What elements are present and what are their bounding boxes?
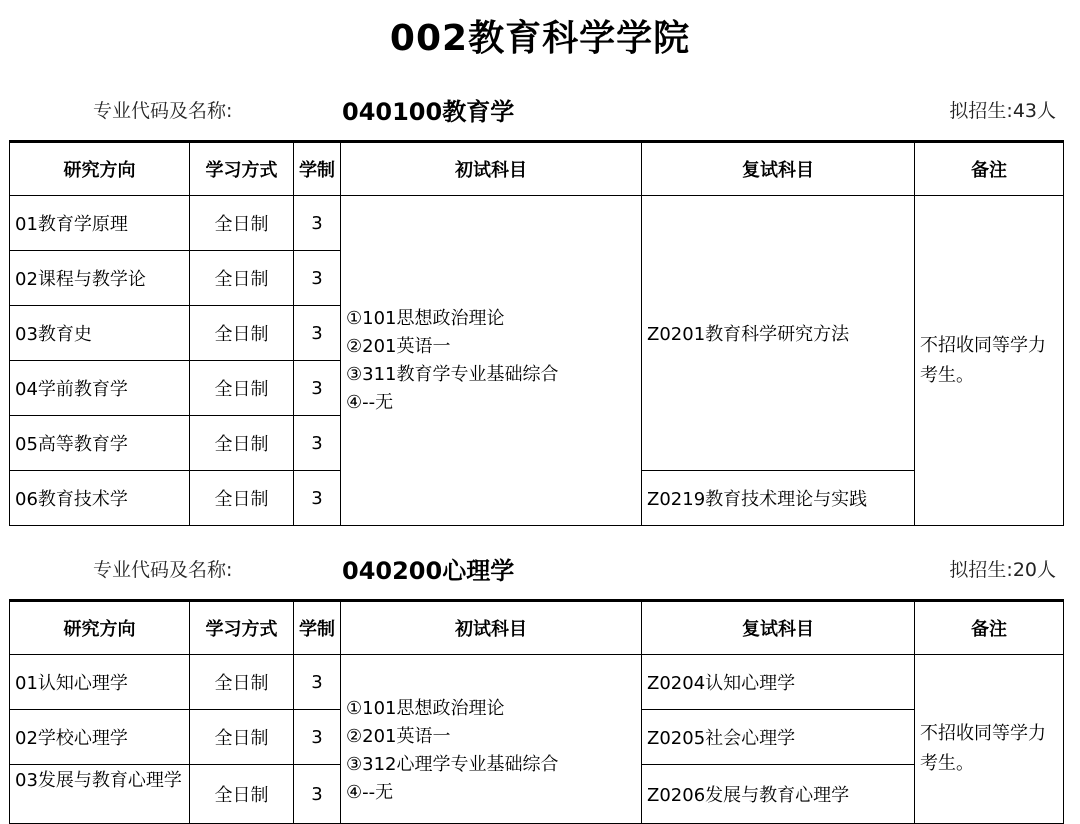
major-header — [0, 547, 1080, 587]
note: 不招收同等学力考生。 — [915, 655, 1064, 824]
study-mode: 全日制 — [190, 765, 294, 824]
table-row — [10, 655, 1064, 710]
exam-subject: ③312心理学专业基础综合 — [346, 754, 559, 775]
study-years: 3 — [294, 251, 341, 306]
research-direction: 06教育技术学 — [10, 471, 190, 526]
exam-subject: ②201英语一 — [346, 726, 451, 747]
retest-subject: Z0219教育技术理论与实践 — [642, 471, 915, 526]
page-title: 002教育科学学院 — [389, 18, 691, 59]
study-years: 3 — [294, 416, 341, 471]
header-years: 学制 — [294, 142, 341, 196]
research-direction: 05高等教育学 — [10, 416, 190, 471]
retest-subject: Z0201教育科学研究方法 — [642, 196, 915, 471]
study-years: 3 — [294, 765, 341, 824]
study-years: 3 — [294, 655, 341, 710]
quota-label: 拟招生: — [949, 100, 1013, 122]
major-name: 040200心理学 — [342, 557, 515, 585]
study-years: 3 — [294, 710, 341, 765]
header-exam-subjects: 初试科目 — [341, 142, 642, 196]
table-row — [10, 196, 1064, 251]
exam-subject: ①101思想政治理论 — [346, 307, 505, 329]
study-mode: 全日制 — [190, 251, 294, 306]
quota-value: 20人 — [1012, 559, 1056, 581]
study-mode: 全日制 — [190, 655, 294, 710]
study-mode: 全日制 — [190, 361, 294, 416]
header-exam-subjects: 初试科目 — [341, 601, 642, 655]
header-direction: 研究方向 — [10, 601, 190, 655]
study-mode: 全日制 — [190, 306, 294, 361]
header-direction: 研究方向 — [10, 142, 190, 196]
research-direction: 01教育学原理 — [10, 196, 190, 251]
enrollment-quota — [949, 555, 1056, 582]
header-notes: 备注 — [915, 601, 1064, 655]
header-years: 学制 — [294, 601, 341, 655]
exam-subject: ①101思想政治理论 — [346, 698, 505, 719]
exam-subject: ②201英语一 — [346, 335, 451, 357]
study-years: 3 — [294, 471, 341, 526]
exam-subject: ③311教育学专业基础综合 — [346, 363, 559, 385]
header-mode: 学习方式 — [190, 601, 294, 655]
major-label: 专业代码及名称: — [93, 559, 233, 581]
major-label: 专业代码及名称: — [93, 100, 233, 122]
quota-label: 拟招生: — [949, 559, 1013, 581]
table-header-row — [10, 142, 1064, 196]
header-notes: 备注 — [915, 142, 1064, 196]
research-direction: 03教育史 — [10, 306, 190, 361]
study-years: 3 — [294, 361, 341, 416]
exam-subjects — [341, 655, 642, 824]
retest-subject: Z0205社会心理学 — [642, 710, 915, 765]
header-retest-subjects: 复试科目 — [642, 601, 915, 655]
header-retest-subjects: 复试科目 — [642, 142, 915, 196]
research-direction: 03发展与教育心理学 — [10, 765, 190, 824]
program-table — [9, 599, 1064, 824]
note: 不招收同等学力考生。 — [915, 196, 1064, 526]
study-mode: 全日制 — [190, 710, 294, 765]
research-direction: 01认知心理学 — [10, 655, 190, 710]
research-direction: 04学前教育学 — [10, 361, 190, 416]
retest-subject: Z0206发展与教育心理学 — [642, 765, 915, 824]
exam-subjects — [341, 196, 642, 526]
study-mode: 全日制 — [190, 416, 294, 471]
header-mode: 学习方式 — [190, 142, 294, 196]
study-years: 3 — [294, 196, 341, 251]
major-name: 040100教育学 — [342, 98, 515, 126]
retest-subject: Z0204认知心理学 — [642, 655, 915, 710]
enrollment-quota — [949, 96, 1056, 123]
exam-subject: ④--无 — [346, 391, 394, 413]
study-mode: 全日制 — [190, 471, 294, 526]
exam-subject: ④--无 — [346, 782, 394, 803]
research-direction: 02学校心理学 — [10, 710, 190, 765]
quota-value: 43人 — [1012, 100, 1056, 122]
study-mode: 全日制 — [190, 196, 294, 251]
table-header-row — [10, 601, 1064, 655]
major-header — [0, 88, 1080, 128]
research-direction: 02课程与教学论 — [10, 251, 190, 306]
study-years: 3 — [294, 306, 341, 361]
program-table — [9, 140, 1064, 526]
